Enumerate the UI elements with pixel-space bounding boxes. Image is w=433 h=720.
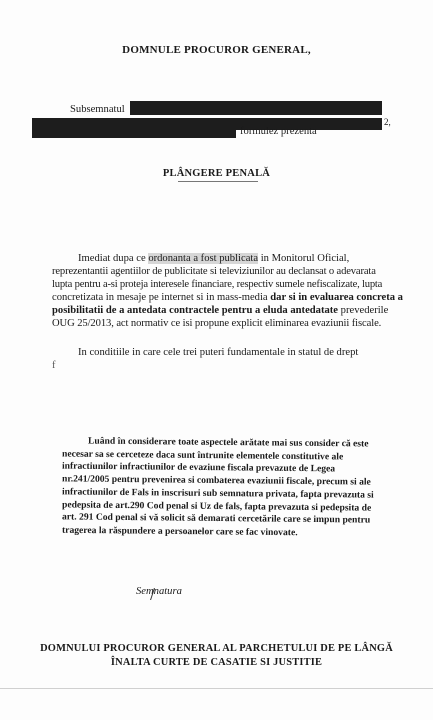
p2-line-2-cut: f	[52, 360, 56, 371]
signature-scribble	[150, 588, 179, 600]
conclusion-line: art. 291 Cod penal si vă solicit să demarati cercetările care se impun pentru	[61, 511, 371, 526]
p1-line-4-bold: dar si in evaluarea concreta a	[267, 292, 403, 303]
conclusion-line: infractiunilor infractiunilor de evaziune fiscala prevazute de Legea	[61, 460, 336, 475]
p1-line-6: OUG 25/2013, act normativ ce isi propune explicit eliminarea evaziunii fiscale.	[52, 318, 382, 329]
p1-line-4-text: concretizata in mesaje pe internet si in mass-media	[52, 292, 268, 303]
conclusion-line: infractiunilor de Fals in inscrisuri sub semnatura privata, fapta prevazuta si	[61, 486, 374, 501]
footer-line-2: ÎNALTA CURTE DE CASATIE SI JUSTITIE	[110, 657, 323, 668]
p1-line-3: lupta pentru a-si proteja interesele financiare, respectiv sumele nefiscalizate, lupta	[52, 279, 383, 290]
header-title: DOMNULE PROCUROR GENERAL,	[122, 44, 311, 56]
p1-tail: prevederile	[338, 305, 389, 316]
p2-line-1: In conditiile in care cele trei puteri fundamentale in statul de drept	[78, 347, 359, 358]
p1-bold-line: posibilitatii de a antedata contractele pentru a eluda antedatate	[52, 305, 339, 316]
conclusion-line: tragerea la răspundere a persoanelor care se fac vinovate.	[61, 524, 298, 539]
p1-line-2: reprezentantii agentiilor de publicitate si televiziunilor au declansat o adevarata	[52, 266, 376, 277]
title-underline	[178, 181, 258, 182]
p1-line-1	[78, 252, 349, 266]
p1-line-5	[52, 304, 388, 318]
p1-line-4	[52, 291, 403, 305]
p1-text-1a: Imediat dupa ce	[78, 253, 149, 264]
redaction-bar-1	[130, 101, 382, 115]
conclusion-line: necesar sa se cerceteze daca sunt întrunite elementele constitutive ale	[61, 448, 344, 463]
bottom-edge-line	[0, 688, 433, 689]
intro-line2-end: formulez prezenta	[240, 126, 317, 137]
intro-line1-end: 2,	[384, 117, 391, 127]
document-title: PLÂNGERE PENALĂ	[162, 168, 271, 179]
highlighted-phrase: ordonanta a fost publicata	[148, 253, 259, 264]
conclusion-line: pedepsita de art.290 Cod penal si Uz de fals, fapta prevazuta si pedepsita de	[61, 498, 372, 514]
footer-line-1: DOMNULUI PROCUROR GENERAL AL PARCHETULUI DE PE LÂNGĂ	[40, 643, 393, 654]
intro-line1-start: Subsemnatul	[70, 104, 125, 115]
conclusion-line: nr.241/2005 pentru prevenirea si combaterea evaziunii fiscale, precum si ale	[61, 473, 371, 488]
conclusion-line: Luând în considerare toate aspectele arătate mai sus consider că este	[87, 435, 369, 450]
redaction-bar-3	[32, 124, 236, 138]
p1-text-1b: in Monitorul Oficial,	[258, 253, 350, 264]
signature-label: Semnatura	[136, 586, 182, 597]
